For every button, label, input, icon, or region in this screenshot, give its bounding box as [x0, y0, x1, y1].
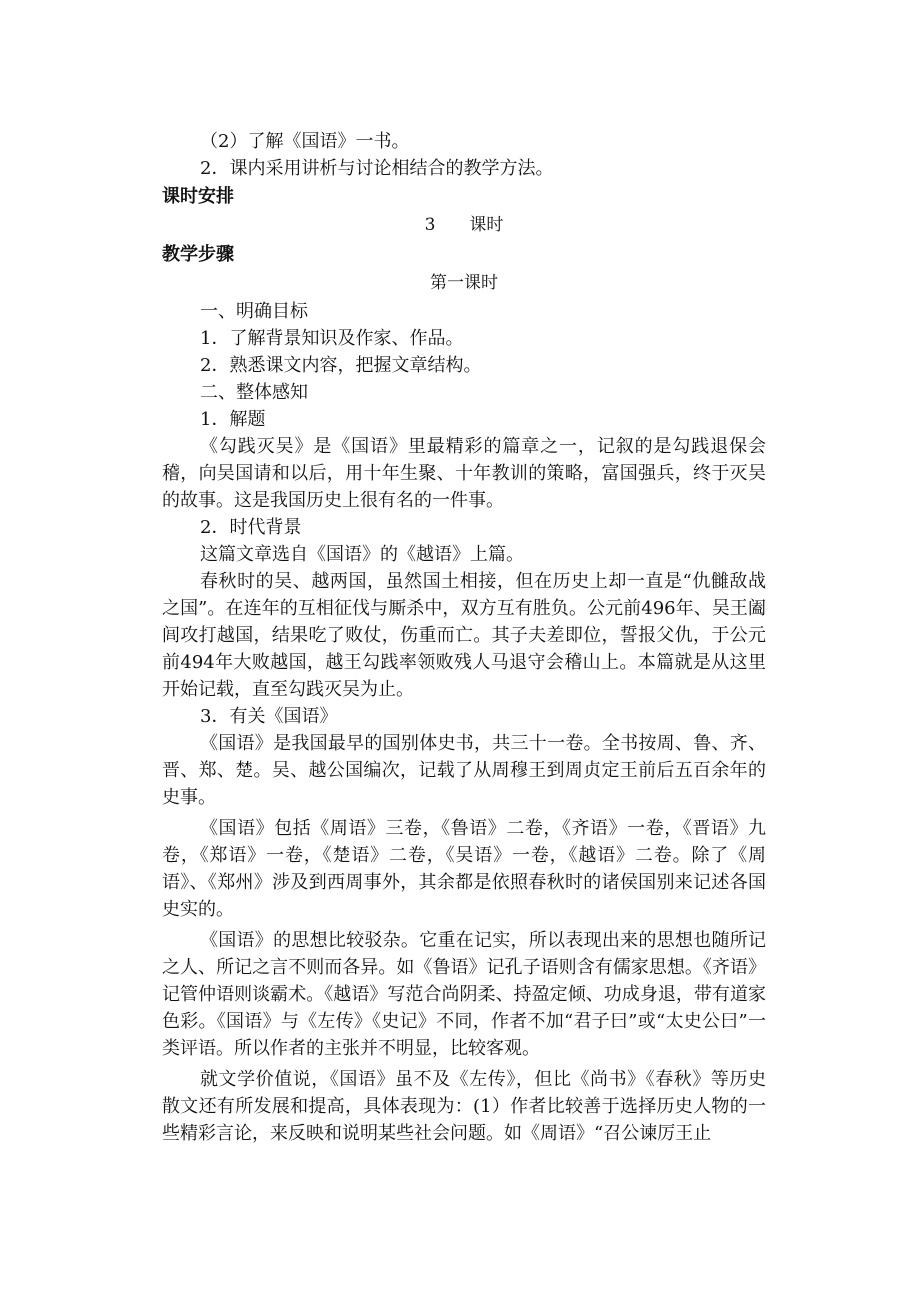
paragraph-title-explanation: 《勾践灭吴》是《国语》里最精彩的篇章之一，记叙的是勾践退保会稽，向吴国请和以后，用十年生聚、十年教训的策略，富国强兵，终于灭吴的故事。这是我国历史上很有名的一件事。	[162, 436, 766, 511]
section-heading-steps: 教学步骤	[162, 244, 234, 265]
objective-item-2: （2）了解《国语》一书。	[200, 131, 410, 152]
overview-item-3: 3．有关《国语》	[200, 706, 338, 727]
paragraph-background: 春秋时的吴、越两国，虽然国土相接，但在历史上却一直是“仇雠敌战之国”。在连年的互相征伐与厮杀中，双方互有胜负。公元前496年、吴王阖闾攻打越国，结果吃了败仗，伤重而亡。其子夫差即位，誓报父仇，于公元前494年大败越国，越王勾践率领败残人马退守会稽山上。本篇就是从这里开始记载，直至勾践灭吴为止。	[162, 571, 766, 700]
method-item: 2．课内采用讲析与讨论相结合的教学方法。	[200, 158, 554, 179]
paragraph-guoyu-volumes: 《国语》包括《周语》三卷，《鲁语》二卷，《齐语》一卷，《晋语》九卷，《郑语》一卷，《楚语》二卷，《吴语》一卷，《越语》二卷。除了《周语》、《郑州》涉及到西周事外，其余都是依照春秋时的诸侯国别来记述各国史实的。	[162, 818, 766, 920]
subheading-goals: 一、明确目标	[200, 301, 308, 322]
section-heading-schedule: 课时安排	[162, 186, 234, 207]
paragraph-guoyu-thought: 《国语》的思想比较驳杂。它重在记实，所以表现出来的思想也随所记之人、所记之言不则而各异。如《鲁语》记孔子语则含有儒家思想。《齐语》记管仲语则谈霸术。《越语》写范合尚阴柔、持盈定倾、功成身退，带有道家色彩。《国语》与《左传》《史记》不同，作者不加“君子曰”或“太史公曰”一类评语。所以作者的主张并不明显，比较客观。	[162, 930, 766, 1059]
overview-item-2: 2．时代背景	[200, 517, 302, 538]
document-page	[162, 128, 766, 1147]
schedule-hours: 3 课时	[424, 215, 504, 235]
paragraph-guoyu-intro: 《国语》是我国最早的国别体史书，共三十一卷。全书按周、鲁、齐、晋、郑、楚。吴、越公国编次，记载了从周穆王到周贞定王前后五百余年的史事。	[162, 733, 766, 808]
goal-item-1: 1．了解背景知识及作家、作品。	[200, 328, 464, 349]
paragraph-guoyu-literary-value: 就文学价值说，《国语》虽不及《左传》，但比《尚书》《春秋》等历史散文还有所发展和提高，具体表现为：(1）作者比较善于选择历史人物的一些精彩言论，来反映和说明某些社会问题。如《周语》“召公谏厉王止	[162, 1069, 766, 1144]
goal-item-2: 2．熟悉课文内容，把握文章结构。	[200, 355, 482, 376]
overview-item-1: 1．解题	[200, 409, 266, 430]
paragraph-source: 这篇文章选自《国语》的《越语》上篇。	[200, 544, 524, 565]
subheading-overview: 二、整体感知	[200, 382, 308, 403]
first-lesson-title: 第一课时	[430, 273, 498, 293]
